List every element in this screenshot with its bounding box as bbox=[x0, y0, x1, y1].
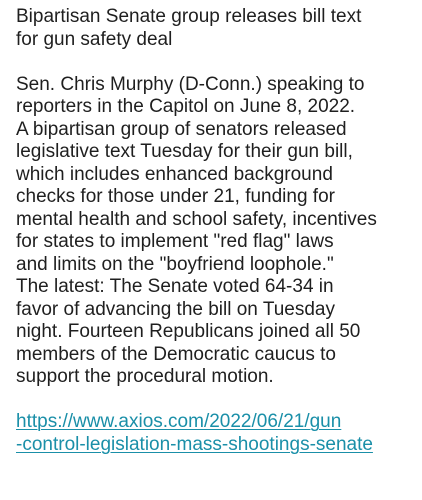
message-body: Sen. Chris Murphy (D-Conn.) speaking to reporters in the Capitol on June 8, 2022. A bipartisan group of senators released legislative text Tuesday for their gun bill, which includes enhanced background checks for those under 21, funding for mental health and school safety, incentives for states to implement "red flag" laws and limits on the "boyfriend loophole." The latest: The Senate voted 64-34 in favor of advancing the bill on Tuesday night. Fourteen Republicans joined all 50 members of the Democratic caucus to support the procedural motion. bbox=[16, 73, 377, 387]
message-title: Bipartisan Senate group releases bill text for gun safety deal bbox=[16, 6, 362, 50]
article-link[interactable]: https://www.axios.com/2022/06/21/gun -control-legislation-mass-shootings-senate bbox=[16, 411, 373, 455]
